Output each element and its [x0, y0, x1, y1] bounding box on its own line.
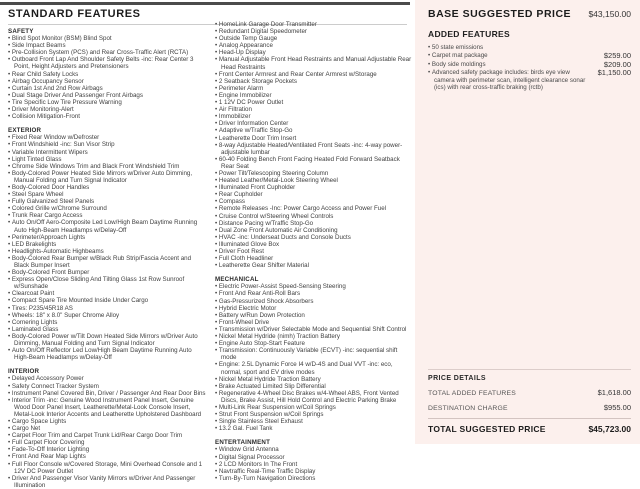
feature-item: • Nickel Metal Hydride (nimh) Traction Battery	[215, 333, 413, 340]
feature-item: • Engine Immobilizer	[215, 92, 413, 99]
feature-item: • Remote Releases -Inc: Power Cargo Access and Power Fuel	[215, 205, 413, 212]
base-price-row	[428, 8, 631, 20]
feature-item: • Chrome Side Windows Trim and Black Front Windshield Trim	[8, 163, 206, 170]
added-feature-name: • 50 state emissions	[428, 44, 631, 51]
feature-item: • Strut Front Suspension w/Coil Springs	[215, 411, 413, 418]
feature-item: • Outboard Front Lap And Shoulder Safety Belts -inc: Rear Center 3 Point, Height Adjusters and Pretensioners	[8, 56, 206, 70]
section-heading: SAFETY	[8, 28, 34, 35]
added-feature-name: • Advanced safety package includes: birds eye view camera with perimeter scan, intelligent clearance sonar (ics) with rear cross-traffic braking (rctb)	[428, 69, 598, 91]
features-column-1	[8, 28, 206, 489]
added-features-list	[428, 44, 631, 92]
feature-item: • Adaptive w/Traffic Stop-Go	[215, 127, 413, 134]
section-heading: EXTERIOR	[8, 127, 42, 135]
total-price-value: $45,723.00	[588, 424, 631, 434]
feature-item: • Body-Colored Front Bumper	[8, 269, 206, 276]
feature-item: • Front And Rear Map Lights	[8, 453, 206, 460]
feature-item: • Cruise Control w/Steering Wheel Controls	[215, 213, 413, 220]
feature-item: • Instrument Panel Covered Bin, Driver / Passenger And Rear Door Bins	[8, 390, 206, 397]
feature-item: • Gas-Pressurized Shock Absorbers	[215, 298, 413, 305]
feature-item: • Redundant Digital Speedometer	[215, 28, 413, 35]
base-price-value: $43,150.00	[588, 9, 631, 19]
feature-item: • Engine Auto Stop-Start Feature	[215, 340, 413, 347]
feature-item: • Illuminated Front Cupholder	[215, 184, 413, 191]
feature-item: • Full Floor Console w/Covered Storage, Mini Overhead Console and 1 12V DC Power Outlet	[8, 461, 206, 475]
feature-item: • Compass	[215, 198, 413, 205]
price-detail-row	[428, 403, 631, 412]
feature-item: • Light Tinted Glass	[8, 156, 206, 163]
feature-item: • HVAC -inc: Underseat Ducts and Console Ducts	[215, 234, 413, 241]
feature-item: • Head-Up Display	[215, 49, 413, 56]
feature-item: • Hybrid Electric Motor	[215, 305, 413, 312]
section-heading: INTERIOR	[8, 368, 40, 376]
feature-item: • 1 12V DC Power Outlet	[215, 99, 413, 106]
feature-item: • Carpet Floor Trim and Carpet Trunk Lid/Rear Cargo Door Trim	[8, 432, 206, 439]
added-feature-name: • Carpet mat package	[428, 52, 604, 59]
total-price-label: TOTAL SUGGESTED PRICE	[428, 424, 546, 434]
feature-item: • Pre-Collision System (PCS) and Rear Cross-Traffic Alert (RCTA)	[8, 49, 206, 56]
feature-item: • Auto On/Off Aero-Composite Led Low/High Beam Daytime Running Auto High-Beam Headlamps w/Delay-Off	[8, 219, 206, 233]
feature-item: • Compact Spare Tire Mounted Inside Under Cargo	[8, 297, 206, 304]
feature-item: • Body-Colored Power w/Tilt Down Heated Side Mirrors w/Driver Auto Dimming, Manual Folding and Turn Signal Indicator	[8, 333, 206, 347]
feature-item: • Front Windshield -inc: Sun Visor Strip	[8, 141, 206, 148]
price-detail-label: TOTAL ADDED FEATURES	[428, 390, 516, 397]
feature-item: • Window Grid Antenna	[215, 446, 413, 453]
feature-item: • Regenerative 4-Wheel Disc Brakes w/4-Wheel ABS, Front Vented Discs, Brake Assist, Hill Hold Control and Electric Parking Brake	[215, 390, 413, 404]
feature-item: • Driver Information Center	[215, 120, 413, 127]
feature-item: • Distance Pacing w/Traffic Stop-Go	[215, 220, 413, 227]
feature-item: • Analog Appearance	[215, 42, 413, 49]
price-details-divider	[428, 369, 631, 370]
top-accent-bar	[0, 2, 410, 5]
added-feature-row	[428, 44, 631, 51]
feature-item: • Trunk Rear Cargo Access	[8, 212, 206, 219]
feature-item: • Collision Mitigation-Front	[8, 113, 206, 120]
feature-item: • Air Filtration	[215, 106, 413, 113]
feature-item: • Interior Trim -inc: Genuine Wood Instrument Panel Insert, Genuine Wood Door Panel Insert, Leatherette/Metal-Look Console Insert, Metal-Look Interior Accents and Leatherette Upholstered Dashboard	[8, 397, 206, 418]
feature-item: • Power Tilt/Telescoping Steering Column	[215, 170, 413, 177]
feature-item: • Electric Power-Assist Speed-Sensing Steering	[215, 283, 413, 290]
price-detail-rows	[428, 382, 631, 412]
feature-item: • Single Stainless Steel Exhaust	[215, 418, 413, 425]
feature-item: • Perimeter Alarm	[215, 85, 413, 92]
feature-item: • Delayed Accessory Power	[8, 375, 206, 382]
feature-item: • Front Center Armrest and Rear Center Armrest w/Storage	[215, 71, 413, 78]
feature-item: • Express Open/Close Sliding And Tilting Glass 1st Row Sunroof w/Sunshade	[8, 276, 206, 290]
feature-item: • Transmission w/Driver Selectable Mode and Sequential Shift Control	[215, 326, 413, 333]
feature-item: • Clearcoat Paint	[8, 290, 206, 297]
feature-item: • 60-40 Folding Bench Front Facing Heated Fold Forward Seatback Rear Seat	[215, 156, 413, 170]
feature-item: • Nickel Metal Hydride Traction Battery	[215, 376, 413, 383]
feature-item: • Leatherette Gear Shifter Material	[215, 262, 413, 269]
feature-item: • Side Impact Beams	[8, 42, 206, 49]
feature-item: • Steel Spare Wheel	[8, 191, 206, 198]
section-heading: MECHANICAL	[215, 276, 259, 284]
feature-item: • Outside Temp Gauge	[215, 35, 413, 42]
feature-item: • Illuminated Glove Box	[215, 241, 413, 248]
features-columns	[8, 21, 412, 489]
feature-item: • Curtain 1st And 2nd Row Airbags	[8, 85, 206, 92]
feature-item: • Variable Intermittent Wipers	[8, 149, 206, 156]
feature-item: • Body-Colored Power Heated Side Mirrors w/Driver Auto Dimming, Manual Folding and Turn Signal Indicator	[8, 170, 206, 184]
standard-features-title: STANDARD FEATURES	[8, 8, 141, 20]
feature-item: • 2 LCD Monitors In The Front	[215, 461, 413, 468]
feature-item: • Dual Zone Front Automatic Air Conditioning	[215, 227, 413, 234]
feature-item: • Fixed Rear Window w/Defroster	[8, 134, 206, 141]
feature-item: • Immobilizer	[215, 113, 413, 120]
feature-item: • Body-Colored Rear Bumper w/Black Rub Strip/Fascia Accent and Black Bumper Insert	[8, 255, 206, 269]
feature-item: • Turn-By-Turn Navigation Directions	[215, 475, 413, 482]
base-price-label: BASE SUGGESTED PRICE	[428, 8, 572, 20]
feature-item: • Navtraffic Real-Time Traffic Display	[215, 468, 413, 475]
feature-item: • Driver Foot Rest	[215, 248, 413, 255]
added-features-heading: ADDED FEATURES	[428, 29, 510, 39]
feature-item: • Engine: 2.5L Dynamic Force I4 w/D-4S and Dual VVT -inc: eco, normal, sport and EV drive modes	[215, 361, 413, 375]
feature-item: • Airbag Occupancy Sensor	[8, 78, 206, 85]
feature-item: • Fully Galvanized Steel Panels	[8, 198, 206, 205]
feature-item: • Tire Specific Low Tire Pressure Warning	[8, 99, 206, 106]
feature-item: • Heated Leather/Metal-Look Steering Wheel	[215, 177, 413, 184]
feature-item: • Headlights-Automatic Highbeams	[8, 248, 206, 255]
feature-item: • Full Cloth Headliner	[215, 255, 413, 262]
feature-item: • Body-Colored Door Handles	[8, 184, 206, 191]
added-feature-price: $209.00	[603, 59, 631, 69]
price-detail-label: DESTINATION CHARGE	[428, 405, 508, 412]
feature-item: • Safety Connect Tracker System	[8, 383, 206, 390]
feature-item: • 8-way Adjustable Heated/Ventilated Front Seats -inc: 4-way power-adjustable lumbar	[215, 142, 413, 156]
price-detail-value: $1,618.00	[597, 388, 631, 397]
added-feature-name: • Body side moldings	[428, 61, 604, 68]
feature-item: • Colored Grille w/Chrome Surround	[8, 205, 206, 212]
feature-item: • Perimeter/Approach Lights	[8, 234, 206, 241]
feature-item: • Wheels: 18" x 8.0" Super Chrome Alloy	[8, 312, 206, 319]
feature-item: • LED Brakelights	[8, 241, 206, 248]
feature-item: • Brake Actuated Limited Slip Differential	[215, 383, 413, 390]
feature-item: • Full Carpet Floor Covering	[8, 439, 206, 446]
feature-item: • Laminated Glass	[8, 326, 206, 333]
feature-item: • Driver And Passenger Visor Vanity Mirrors w/Driver And Passenger Illumination	[8, 475, 206, 489]
price-detail-value: $955.00	[603, 403, 631, 412]
total-suggested-price-row	[428, 418, 631, 434]
added-feature-row	[428, 61, 631, 68]
feature-item: • 13.2 Gal. Fuel Tank	[215, 425, 413, 432]
added-feature-price: $259.00	[603, 51, 631, 61]
feature-item: • Rear Child Safety Locks	[8, 71, 206, 78]
feature-item: • Blind Spot Monitor (BSM) Blind Spot	[8, 35, 206, 42]
price-panel	[415, 0, 640, 444]
feature-item: • Rear Cupholder	[215, 191, 413, 198]
feature-item: • Driver Monitoring-Alert	[8, 106, 206, 113]
feature-item: • Fade-To-Off Interior Lighting	[8, 446, 206, 453]
panel-spacer	[428, 92, 631, 369]
section-heading: ENTERTAINMENT	[215, 439, 271, 447]
features-column-2	[215, 21, 413, 482]
feature-item: • Cornering Lights	[8, 319, 206, 326]
feature-item: • Front And Rear Anti-Roll Bars	[215, 290, 413, 297]
feature-item: • Tires: P235/45R18 AS	[8, 305, 206, 312]
feature-item: • Multi-Link Rear Suspension w/Coil Springs	[215, 404, 413, 411]
price-details-heading: PRICE DETAILS	[428, 375, 486, 382]
feature-item: • Dual Stage Driver And Passenger Front Airbags	[8, 92, 206, 99]
added-feature-row	[428, 52, 631, 59]
feature-item: • Transmission: Continuously Variable (ECVT) -inc: sequential shift mode	[215, 347, 413, 361]
feature-item: • Auto On/Off Reflector Led Low/High Beam Daytime Running Auto High-Beam Headlamps w/Delay-Off	[8, 347, 206, 361]
feature-item: • HomeLink Garage Door Transmitter	[215, 21, 413, 28]
feature-item: • Battery w/Run Down Protection	[215, 312, 413, 319]
feature-item: • Cargo Net	[8, 425, 206, 432]
feature-item: • Front-Wheel Drive	[215, 319, 413, 326]
price-detail-row	[428, 388, 631, 397]
feature-item: • Cargo Space Lights	[8, 418, 206, 425]
feature-item: • Leatherette Door Trim Insert	[215, 135, 413, 142]
added-feature-price: $1,150.00	[597, 68, 631, 78]
feature-item: • 2 Seatback Storage Pockets	[215, 78, 413, 85]
added-feature-row	[428, 69, 631, 91]
feature-item: • Digital Signal Processor	[215, 454, 413, 461]
feature-item: • Manual Adjustable Front Head Restraints and Manual Adjustable Rear Head Restraints	[215, 56, 413, 70]
